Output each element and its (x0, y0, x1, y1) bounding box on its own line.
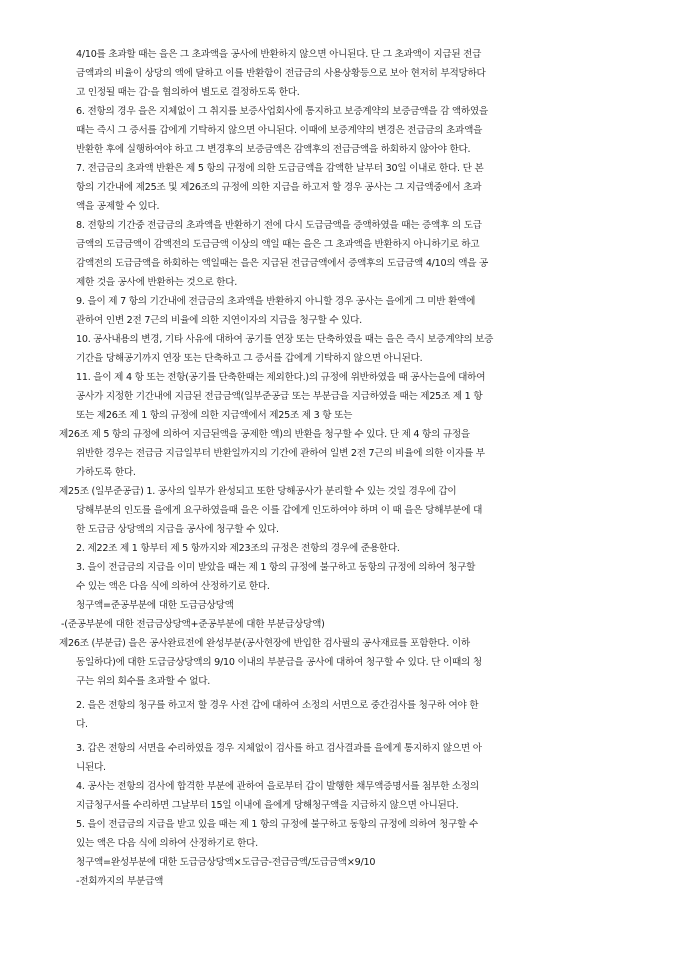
text-line: 제26조 제 5 항의 규정에 의하여 지급된액을 공제한 액)의 반환을 청구할 수 있다. 단 제 4 항의 규정을 (59, 429, 470, 440)
text-line: 다. (76, 719, 88, 730)
text-line: 감액전의 도급금액을 하회하는 액일때는 을은 지급된 전급금액에서 증액후의 도급금액 4/10의 액을 공 (76, 258, 489, 269)
formula-line: -전회까지의 부분급액 (76, 876, 164, 887)
text-line: 위반한 경우는 전급금 지급일부터 반환일까지의 기간에 관하여 일변 2전 7근의 비율에 의한 이자를 부 (76, 448, 485, 459)
text-line: 반환한 후에 실행하여야 하고 그 변경후의 보증금액은 감액후의 전급금액을 하회하지 않아야 한다. (76, 144, 471, 155)
text-line: 2. 을은 전항의 청구를 하고저 할 경우 사전 갑에 대하여 소정의 서면으로 중간검사를 청구하 여야 한 (76, 700, 479, 711)
text-line: 4/10를 초과할 때는 을은 그 초과액을 공사에 반환하지 않으면 아니된다. 단 그 초과액이 지급된 전급 (76, 49, 482, 60)
text-line: 구는 위의 회수를 초과할 수 없다. (76, 676, 211, 687)
text-line: 액을 공제할 수 있다. (76, 201, 160, 212)
text-line: 공사가 지정한 기간내에 지급된 전급금액(일부준공급 또는 부분급을 지급하였을 때는 제25조 제 1 항 (76, 391, 483, 402)
text-line: 수 있는 액은 다음 식에 의하여 산정하기로 한다. (76, 581, 270, 592)
formula-line: 청구액=완성부분에 대한 도급금상당액×도급금-전급금액/도급금액×9/10 (76, 857, 376, 868)
text-line: 7. 전급금의 초과액 반환은 제 5 항의 규정에 의한 도급금액을 감액한 날부터 30일 이내로 한다. 단 본 (76, 163, 484, 174)
text-line: 4. 공사는 전항의 검사에 합격한 부분에 관하여 을로부터 갑이 발행한 채무액증명서를 첨부한 소정의 (76, 781, 479, 792)
text-line: 항의 기간내에 제25조 및 제26조의 규정에 의한 지급을 하고저 할 경우 공사는 그 지급액중에서 초과 (76, 182, 482, 193)
text-line: 지급청구서를 수리하면 그날부터 15일 이내에 을에게 당해청구액을 지급하지 않으면 아니된다. (76, 800, 459, 811)
text-line: 당해부분의 인도를 을에게 요구하였을때 을은 이를 갑에게 인도하여야 하며 이 때 을은 당해부분에 대 (76, 505, 483, 516)
text-line: 니된다. (76, 762, 106, 773)
formula-line: -(준공부분에 대한 전급금상당액+준공부분에 대한 부분급상당액) (61, 619, 325, 630)
article-26-heading-line: 제26조 (부분급) 을은 공사완료전에 완성부분(공사현장에 반입한 검사필의 공사재료를 포함한다. 이하 (59, 638, 470, 649)
text-line: 금액과의 비율이 상당의 액에 달하고 이를 반환함이 전급금의 사용상황등으로 보아 현저히 부적당하다 (76, 68, 486, 79)
text-line: 한 도급금 상당액의 지급을 공사에 청구할 수 있다. (76, 524, 279, 535)
text-line: 있는 액은 다음 식에 의하여 산정하기로 한다. (76, 838, 258, 849)
text-line: 2. 제22조 제 1 항부터 제 5 항까지와 제23조의 규정은 전항의 경우에 준용한다. (76, 543, 400, 554)
text-line: 때는 즉시 그 증서를 갑에게 기탁하지 않으면 아니된다. 이때에 보증계약의 변경은 전급금의 초과액을 (76, 125, 483, 136)
text-line: 동일하다)에 대한 도급금상당액의 9/10 이내의 부분급을 공사에 대하여 청구할 수 있다. 단 이때의 청 (76, 657, 482, 668)
text-line: 6. 전항의 경우 을은 지체없이 그 취지를 보증사업회사에 통지하고 보증계약의 보증금액을 감 액하였을 (76, 106, 488, 117)
article-25-heading-line: 제25조 (일부준공급) 1. 공사의 일부가 완성되고 또한 당해공사가 분리할 수 있는 것일 경우에 갑이 (59, 486, 457, 497)
text-line: 5. 을이 전급금의 지급을 받고 있을 때는 제 1 항의 규정에 불구하고 동항의 규정에 의하여 청구할 수 (76, 819, 478, 830)
text-line: 고 인정될 때는 갑·을 협의하여 별도로 결정하도록 한다. (76, 87, 300, 98)
text-line: 금액의 도급금액이 감액전의 도급금액 이상의 액일 때는 을은 그 초과액을 반환하지 아니하기로 하고 (76, 239, 480, 250)
text-line: 제한 것을 공사에 반환하는 것으로 한다. (76, 277, 238, 288)
text-line: 기간을 당해공기까지 연장 또는 단축하고 그 증서를 갑에게 기탁하지 않으면 아니된다. (76, 353, 423, 364)
formula-line: 청구액=준공부분에 대한 도급금상당액 (76, 600, 234, 611)
text-line: 또는 제26조 제 1 항의 규정에 의한 지급액에서 제25조 제 3 항 또는 (76, 410, 353, 421)
text-line: 3. 갑은 전항의 서면을 수리하였을 경우 지체없이 검사를 하고 검사결과를 을에게 통지하지 않으면 아 (76, 743, 482, 754)
text-line: 3. 을이 전급금의 지급을 이미 받았을 때는 제 1 항의 규정에 불구하고 동항의 규정에 의하여 청구할 (76, 562, 476, 573)
text-line: 8. 전항의 기간중 전급금의 초과액을 반환하기 전에 다시 도급금액을 증액하였을 때는 증액후 의 도급 (76, 220, 482, 231)
text-line: 가하도록 한다. (76, 467, 136, 478)
text-line: 11. 을이 제 4 항 또는 전항(공기를 단축한때는 제외한다.)의 규정에 위반하였을 때 공사는을에 대하여 (76, 372, 486, 383)
text-line: 관하여 인변 2전 7근의 비율에 의한 지연이자의 지급을 청구할 수 있다. (76, 315, 362, 326)
text-line: 10. 공사내용의 변경, 기타 사유에 대하여 공기를 연장 또는 단축하였을 때는 을은 즉시 보증계약의 보증 (76, 334, 494, 345)
text-line: 9. 을이 제 7 항의 기간내에 전급금의 초과액을 반환하지 아니할 경우 공사는 을에게 그 미반 환액에 (76, 296, 476, 307)
